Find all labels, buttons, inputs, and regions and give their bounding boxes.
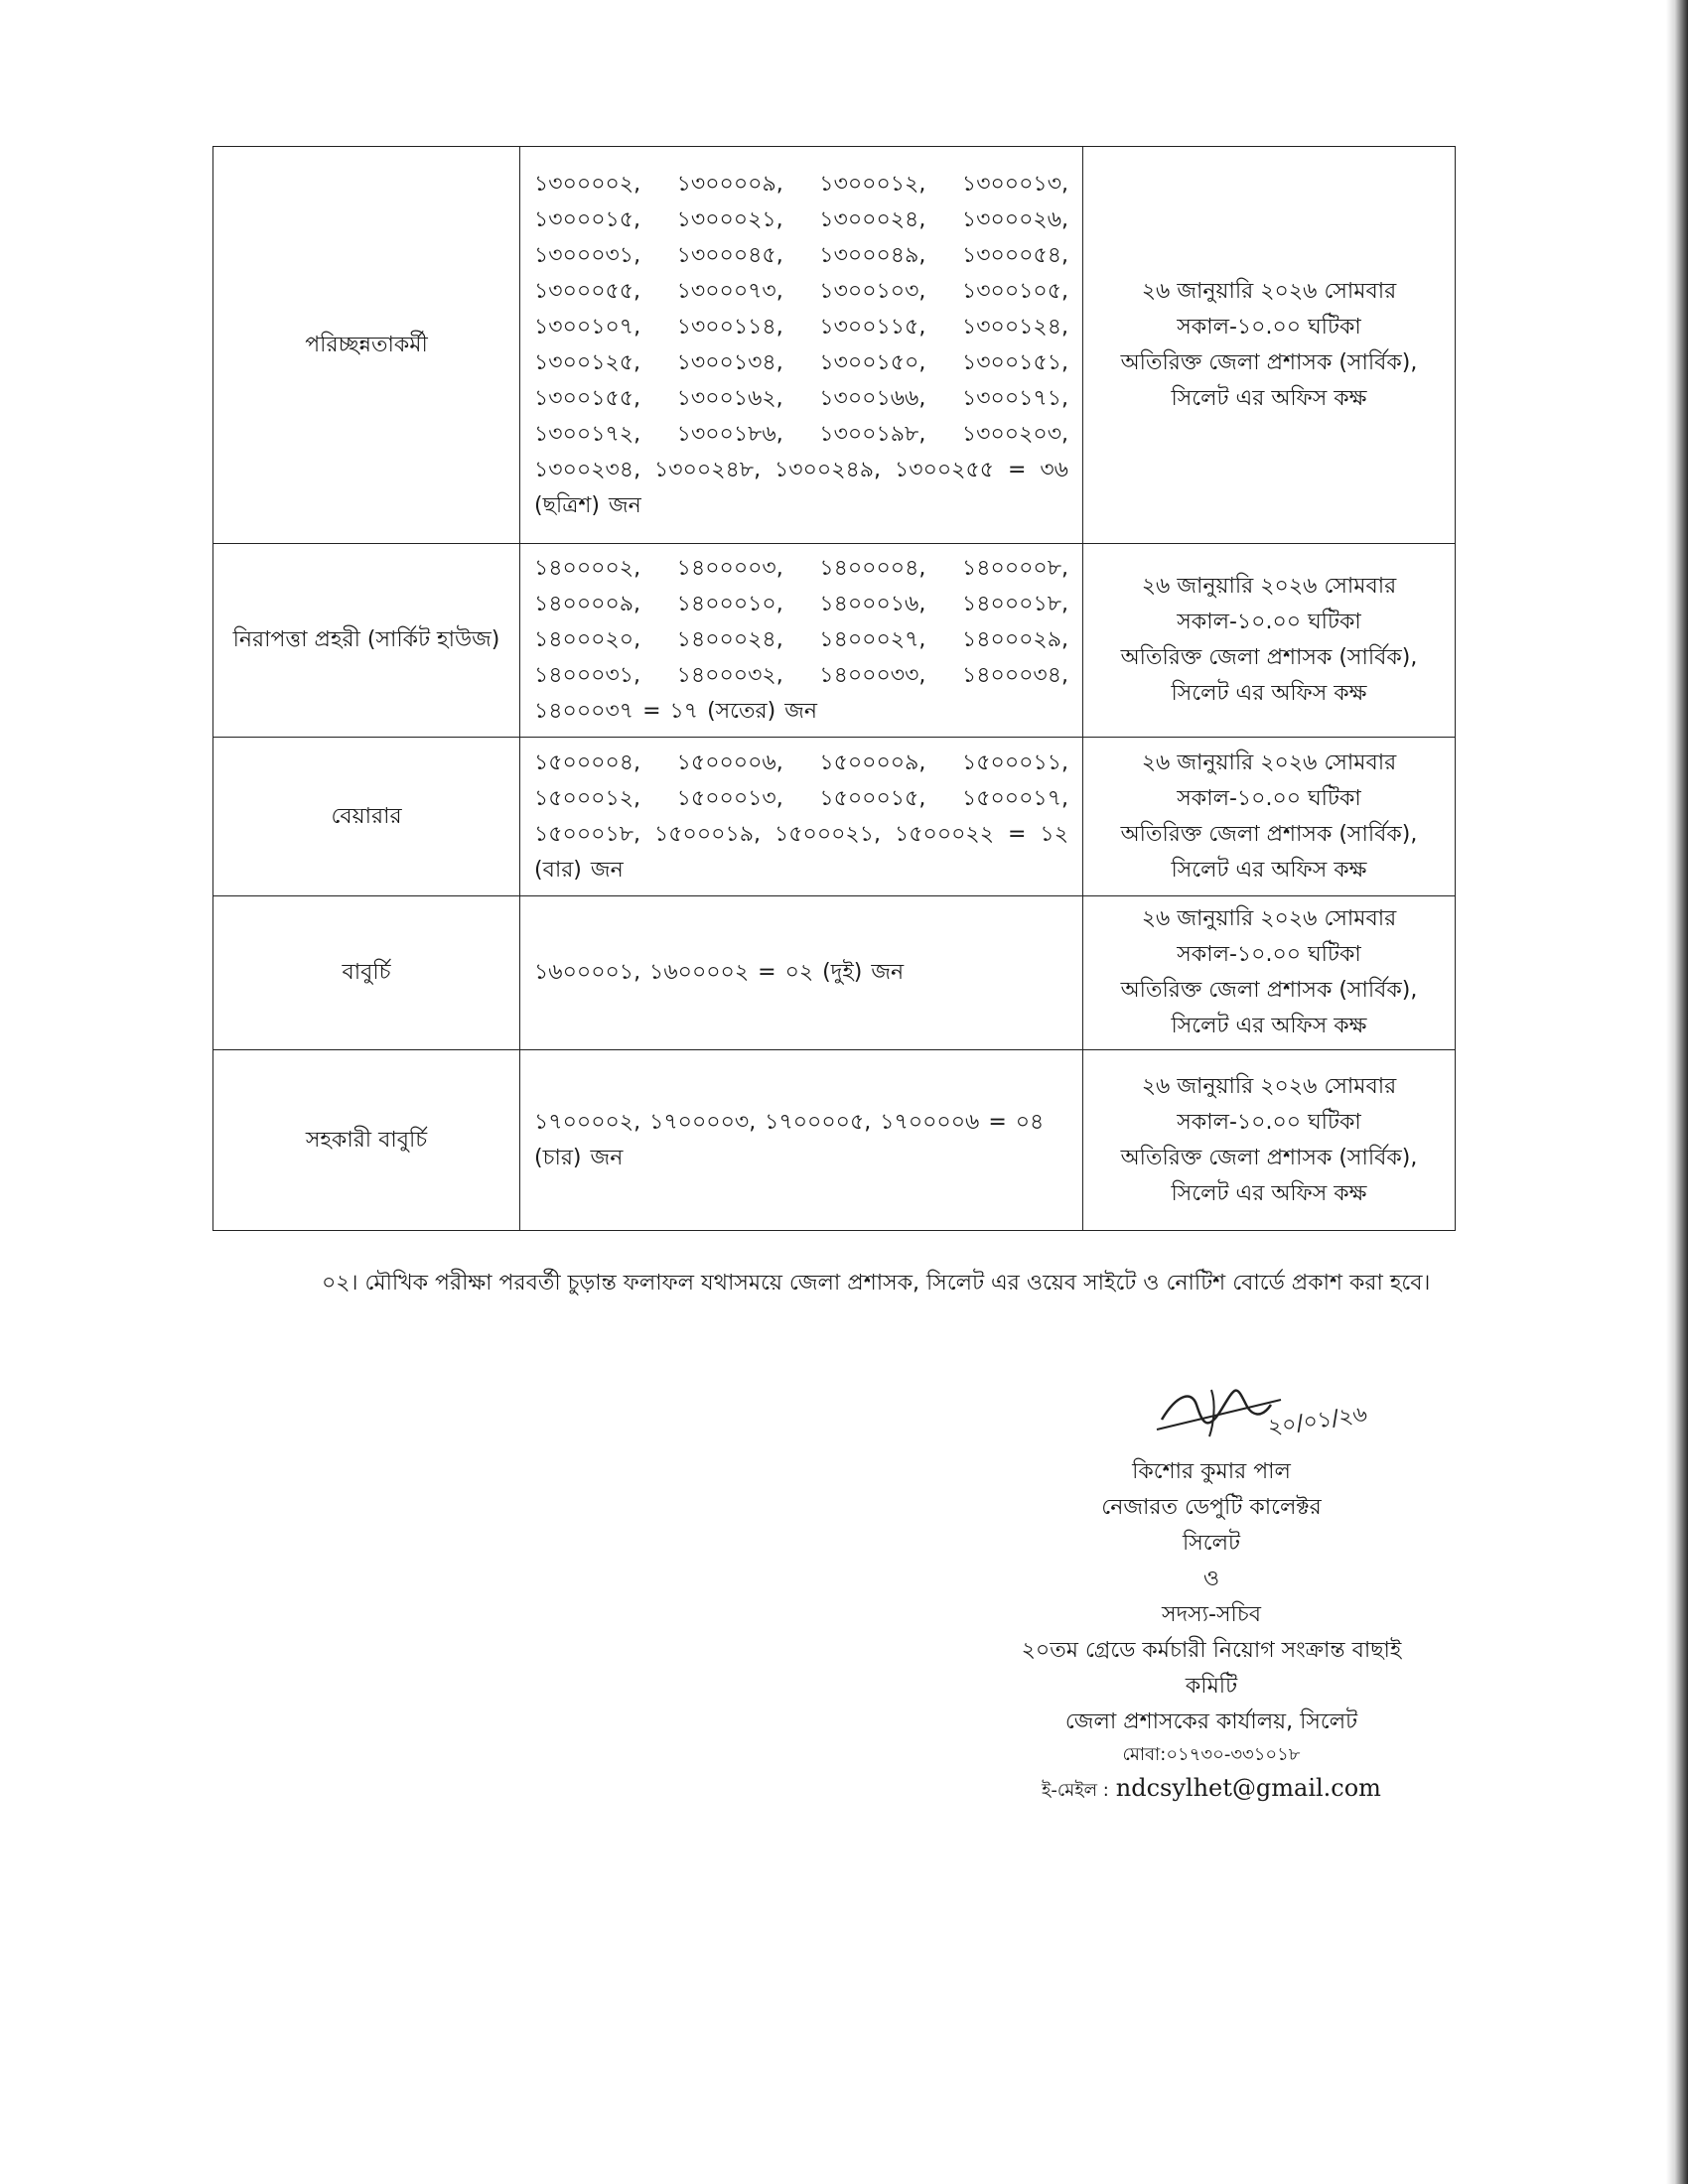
table-row	[213, 738, 1456, 896]
venue-cell	[1083, 544, 1456, 738]
venue-time: সকাল-১০.০০ ঘটিকা	[1177, 610, 1361, 634]
table-row	[213, 544, 1456, 738]
venue-date: ২৬ জানুয়ারি ২০২৬ সোমবার	[1141, 278, 1397, 304]
signatory-role: সদস্য-সচিব	[1162, 1602, 1261, 1627]
venue-time: সকাল-১০.০০ ঘটিকা	[1177, 314, 1361, 340]
roll-numbers: ১৬০০০০১, ১৬০০০০২ = ০২ (দুই) জন	[520, 896, 1083, 1050]
venue-room: সিলেট এর অফিস কক্ষ	[1171, 1014, 1367, 1038]
post-name: পরিচ্ছন্নতাকর্মী	[213, 147, 520, 544]
venue-cell	[1083, 896, 1456, 1050]
table-row	[213, 147, 1456, 544]
signatory-name: কিশোর কুমার পাল	[1132, 1459, 1291, 1484]
email-label: ই-মেইল :	[1042, 1780, 1109, 1801]
roll-numbers: ১৪০০০০২, ১৪০০০০৩, ১৪০০০০৪, ১৪০০০০৮, ১৪০০০০৯, ১৪০০০১০, ১৪০০০১৬, ১৪০০০১৮, ১৪০০০২০, ১৪০০০২৪, ১৪০০০২৭, ১৪০০০২৯, ১৪০০০৩১, ১৪০০০৩২, ১৪০০০৩৩, ১৪০০০৩৪, ১৪০০০৩৭ = ১৭ (সতের) জন	[520, 544, 1083, 738]
office-name: জেলা প্রশাসকের কার্যালয়, সিলেট	[1064, 1709, 1358, 1734]
venue-cell	[1083, 738, 1456, 896]
conjunction-text: ও	[1202, 1567, 1220, 1591]
signature-date: ২০/০১/২৬	[1266, 1402, 1369, 1440]
venue-date: ২৬ জানুয়ারি ২০২৬ সোমবার	[1141, 906, 1397, 931]
signatory-designation: নেজারত ডেপুটি কালেক্টর	[1101, 1495, 1322, 1520]
venue-date: ২৬ জানুয়ারি ২০২৬ সোমবার	[1141, 574, 1397, 599]
venue-room: সিলেট এর অফিস কক্ষ	[1171, 1180, 1367, 1206]
result-notice: ০২। মৌখিক পরীক্ষা পরবর্তী চুড়ান্ত ফলাফল যথাসময়ে জেলা প্রশাসক, সিলেট এর ওয়েব সাইটে ও নোটিশ বোর্ডে প্রকাশ করা হবে।	[322, 1271, 1431, 1296]
table-row	[213, 1050, 1456, 1231]
mobile-number: মোবা:০১৭৩০-৩৩১০১৮	[1122, 1744, 1301, 1765]
roll-numbers: ১৫০০০০৪, ১৫০০০০৬, ১৫০০০০৯, ১৫০০০১১, ১৫০০০১২, ১৫০০০১৩, ১৫০০০১৫, ১৫০০০১৭, ১৫০০০১৮, ১৫০০০১৯, ১৫০০০২১, ১৫০০০২২ = ১২ (বার) জন	[520, 738, 1083, 896]
table-row	[213, 896, 1456, 1050]
committee-name-cont: কমিটি	[1185, 1674, 1238, 1699]
post-name: বাবুর্চি	[213, 896, 520, 1050]
post-name: বেয়ারার	[213, 738, 520, 896]
email-line	[953, 1770, 1470, 1806]
signature-block	[953, 1385, 1470, 1806]
schedule-table	[212, 146, 1456, 1231]
venue-cell	[1083, 147, 1456, 544]
signatory-district: সিলেট	[1182, 1531, 1241, 1556]
venue-date: ২৬ জানুয়ারি ২০২৬ সোমবার	[1141, 750, 1397, 775]
post-name: সহকারী বাবুর্চি	[213, 1050, 520, 1231]
email-address: ndcsylhet@gmail.com	[1115, 1774, 1381, 1802]
venue-cell	[1083, 1050, 1456, 1231]
venue-room: সিলেট এর অফিস কক্ষ	[1171, 385, 1367, 411]
roll-numbers: ১৩০০০০২, ১৩০০০০৯, ১৩০০০১২, ১৩০০০১৩, ১৩০০০১৫, ১৩০০০২১, ১৩০০০২৪, ১৩০০০২৬, ১৩০০০৩১, ১৩০০০৪৫, ১৩০০০৪৯, ১৩০০০৫৪, ১৩০০০৫৫, ১৩০০০৭৩, ১৩০০১০৩, ১৩০০১০৫, ১৩০০১০৭, ১৩০০১১৪, ১৩০০১১৫, ১৩০০১২৪, ১৩০০১২৫, ১৩০০১৩৪, ১৩০০১৫০, ১৩০০১৫১, ১৩০০১৫৫, ১৩০০১৬২, ১৩০০১৬৬, ১৩০০১৭১, ১৩০০১৭২, ১৩০০১৮৬, ১৩০০১৯৮, ১৩০০২০৩, ১৩০০২৩৪, ১৩০০২৪৮, ১৩০০২৪৯, ১৩০০২৫৫ = ৩৬ (ছত্রিশ) জন	[520, 147, 1083, 544]
scan-edge	[1666, 0, 1688, 2184]
venue-date: ২৬ জানুয়ারি ২০২৬ সোমবার	[1141, 1073, 1397, 1099]
venue-officer: অতিরিক্ত জেলা প্রশাসক (সার্বিক),	[1120, 978, 1418, 1003]
venue-time: সকাল-১০.০০ ঘটিকা	[1177, 1109, 1361, 1135]
venue-officer: অতিরিক্ত জেলা প্রশাসক (সার্বিক),	[1120, 645, 1418, 670]
venue-officer: অতিরিক্ত জেলা প্রশাসক (সার্বিক),	[1120, 1145, 1418, 1170]
venue-room: সিলেট এর অফিস কক্ষ	[1171, 857, 1367, 883]
venue-time: সকাল-১০.০০ ঘটিকা	[1177, 785, 1361, 811]
roll-numbers: ১৭০০০০২, ১৭০০০০৩, ১৭০০০০৫, ১৭০০০০৬ = ০৪ (চার) জন	[520, 1050, 1083, 1231]
committee-name: ২০তম গ্রেডে কর্মচারী নিয়োগ সংক্রান্ত বাছাই	[1021, 1638, 1402, 1663]
post-name: নিরাপত্তা প্রহরী (সার্কিট হাউজ)	[213, 544, 520, 738]
venue-room: সিলেট এর অফিস কক্ষ	[1171, 681, 1367, 706]
venue-time: সকাল-১০.০০ ঘটিকা	[1177, 942, 1361, 967]
venue-officer: অতিরিক্ত জেলা প্রশাসক (সার্বিক),	[1120, 349, 1418, 375]
venue-officer: অতিরিক্ত জেলা প্রশাসক (সার্বিক),	[1120, 821, 1418, 847]
